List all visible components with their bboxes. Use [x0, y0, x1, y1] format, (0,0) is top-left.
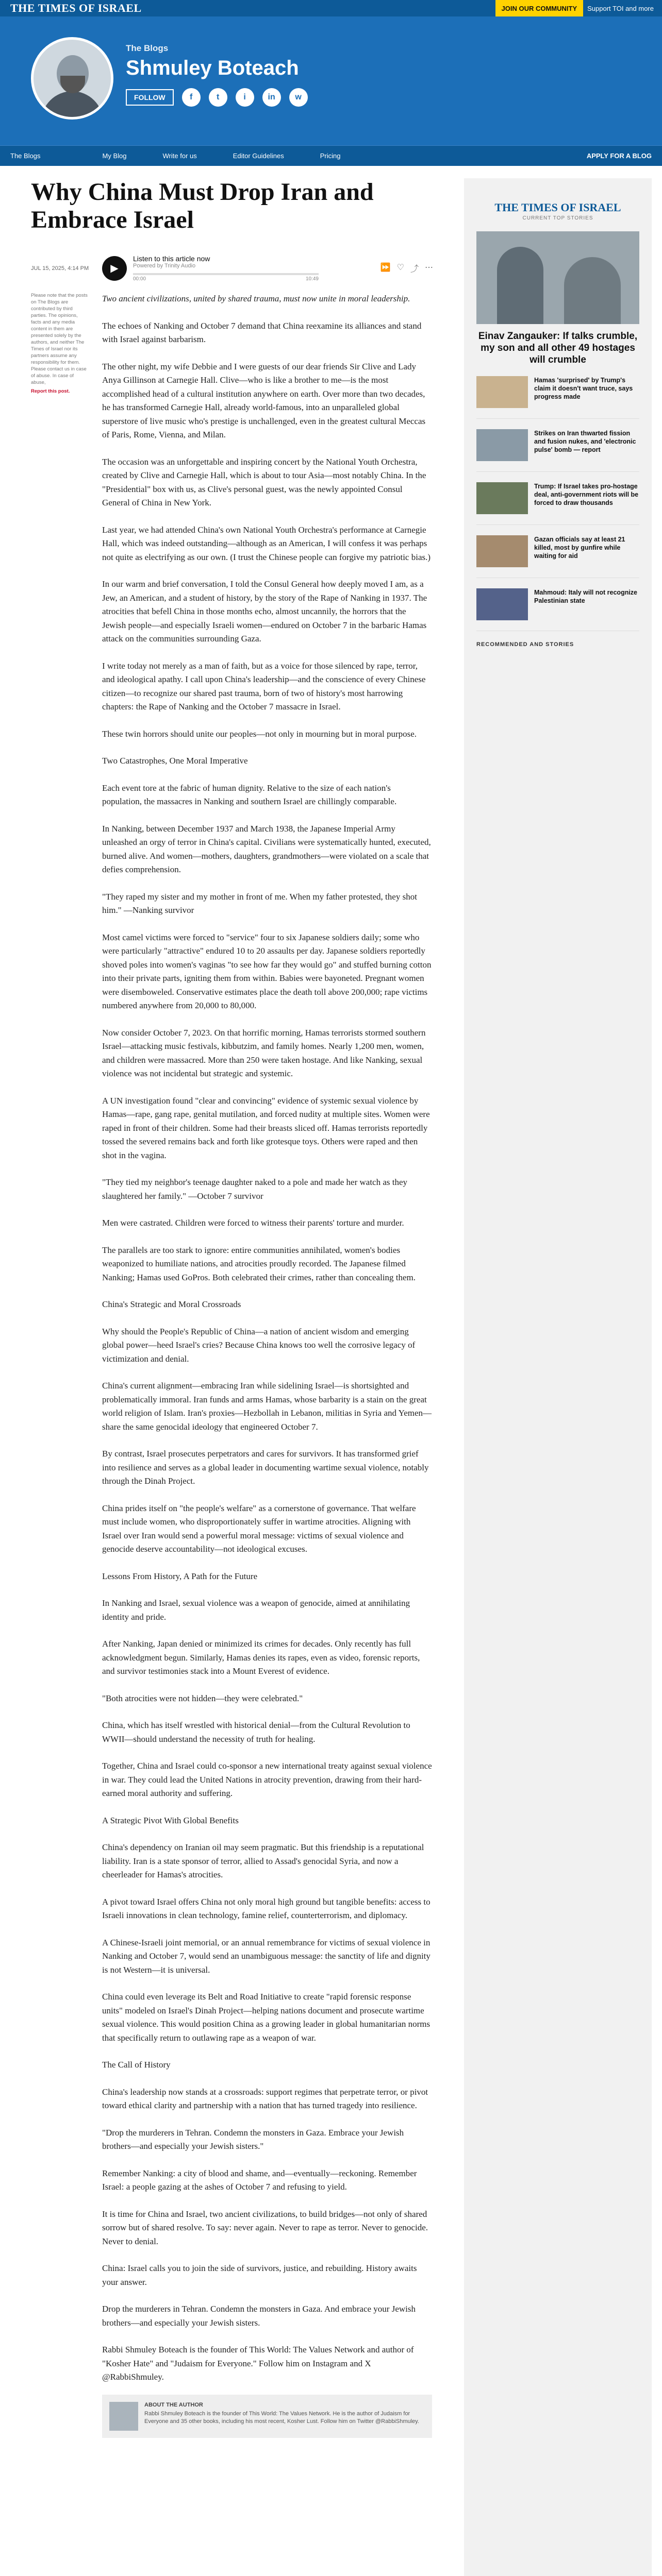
- article-paragraph: China could even leverage its Belt and Road Initiative to create "rapid forensic response units" modeled on Israel's Dinah Project—helping nations document and prosecute wartime sexual violence. This would position China as a growing leader in global humanitarian norms that specifically return to outlawing rape as a weapon of war.: [102, 1992, 431, 2043]
- audio-times: [133, 276, 319, 282]
- article-paragraph: A Chinese-Israeli joint memorial, or an annual remembrance for victims of sexual violence in Nanking and October 7, would send an unambiguous message: the sanctity of life and dignity is not Western—it is universal.: [102, 1937, 431, 1975]
- sidebar-story-item[interactable]: [476, 376, 639, 408]
- article-paragraph: Why should the People's Republic of China—a nation of ancient wisdom and emerging global power—heed Israel's cries? Because China knows too well the corrosive legacy of victimization and denial.: [102, 1326, 416, 1364]
- sidebar-divider: [476, 418, 639, 419]
- speed-icon[interactable]: ⏩: [380, 263, 391, 272]
- article-paragraph: Most camel victims were forced to "service" four to six Japanese soldiers daily; some who were particularly "attractive" endured 10 to 20 assaults per day. Japanese soldiers reportedly shoved poles into women's vaginas "to see how far they would go" and stuffed burning cotton into their private parts, igniting them from within. Babies were bayoneted. Pregnant women were disemboweled. Conservative estimates place the death toll above 200,000; rape victims numbered anywhere from 20,000 to 80,000.: [102, 932, 432, 1010]
- nav-pricing[interactable]: Pricing: [320, 152, 341, 160]
- article-column: [31, 178, 433, 2438]
- sidebar-story-thumbnail[interactable]: [476, 429, 528, 461]
- top-bar: [0, 0, 662, 16]
- article-paragraph: Last year, we had attended China's own National Youth Orchestra's performance at Carnegie Hall, which was indeed outstanding—although as an American, I will confess it was perhaps not quite as electrifying as our own. (I trust the Chinese people can forgive my patriotic bias.): [102, 524, 431, 562]
- article-paragraph: The occasion was an unforgettable and inspiring concert by the National Youth Orchestra, created by Clive and Carnegie Hall, which is about to tour Asia—most notably China. In the "Presidential" box with us, as Clive's personal guest, was the newly appointed Consul General of China in New York.: [102, 456, 426, 507]
- article-paragraph: "They raped my sister and my mother in front of me. When my father protested, they shot him." —Nanking survivor: [102, 891, 417, 915]
- instagram-icon[interactable]: i: [236, 88, 254, 107]
- audio-info: [133, 255, 372, 282]
- article-paragraph: In Nanking, between December 1937 and March 1938, the Japanese Imperial Army unleashed an orgy of terror in China's capital. Civilians were systematically hunted, executed, burned alive. And women—mothers, daughters, grandmothers—were violated on a scale that defies comprehension.: [102, 823, 431, 874]
- article-paragraph: In our warm and brief conversation, I told the Consul General how deeply moved I am, as a Jew, an American, and a student of history, by the story of the Rape of Nanking in 1937. The atrocities that befell China in those months echo, almost uncannily, the horrors that the Jewish people—and especially Israeli women—endured on October 7 in the barbaric Hamas attack on the communities surrounding Gaza.: [102, 579, 427, 643]
- sidebar-story-title[interactable]: Trump: If Israel takes pro-hostage deal, anti-government riots will be forced to draw thousands: [534, 483, 639, 506]
- article-paragraph: "Drop the murderers in Tehran. Condemn the monsters in Gaza. Embrace your Jewish brothers—and especially your Jewish sisters.": [102, 2127, 404, 2151]
- facebook-icon[interactable]: f: [182, 88, 201, 107]
- article-content: [31, 292, 433, 2398]
- sidebar-story-title[interactable]: Hamas 'surprised' by Trump's claim it doesn't want truce, says progress made: [534, 377, 633, 400]
- article-paragraph: Together, China and Israel could co-sponsor a new international treaty against sexual violence in war. They could lead the United Nations in atrocity prevention, drawing from their hard-earned moral authority and suffering.: [102, 1761, 432, 1798]
- sidebar-inner: [464, 178, 652, 658]
- share-icon[interactable]: ⤴: [410, 265, 419, 274]
- more-icon[interactable]: ⋯: [425, 263, 433, 272]
- sidebar-story-item[interactable]: [476, 482, 639, 514]
- article-paragraph: A pivot toward Israel offers China not only moral high ground but tangible benefits: access to Israeli innovations in clean technology, famine relief, counterterrorism, and diplomacy.: [102, 1896, 431, 1920]
- sidebar-story-item[interactable]: [476, 429, 639, 461]
- section-heading: A Strategic Pivot With Global Benefits: [102, 1815, 239, 1825]
- sidebar-story-title[interactable]: Strikes on Iran thwarted fission and fusion nukes, and 'electronic pulse' bomb — report: [534, 430, 636, 453]
- article-paragraph: It is time for China and Israel, two ancient civilizations, to build bridges—not only of shared sorrow but of shared resolve. To say: never again. Never to rape as terror. Never to genocide. Never to denial.: [102, 2209, 428, 2246]
- author-avatar: [31, 37, 113, 120]
- sidebar-story-thumbnail[interactable]: [476, 588, 528, 620]
- section-heading: The Call of History: [102, 2060, 171, 2070]
- like-icon[interactable]: ♡: [396, 263, 404, 272]
- nav-the-blogs[interactable]: The Blogs: [10, 152, 41, 160]
- article-title: Why China Must Drop Iran and Embrace Israel: [31, 178, 374, 233]
- sidebar: [464, 178, 652, 2576]
- article-paragraph: China, which has itself wrestled with historical denial—from the Cultural Revolution to WWII—should understand the necessity of truth for healing.: [102, 1720, 410, 1744]
- article-paragraph: I write today not merely as a man of faith, but as a voice for those silenced by rape, terror, and ideological apathy. I call upon China's leadership—and the conscience of every Chinese citizen—to recognize our shared past trauma, born of two of history's most harrowing chapters: the Rape of Nanking and the October 7 massacre in Israel.: [102, 660, 426, 711]
- article-paragraph: The parallels are too stark to ignore: entire communities annihilated, women's bodies weaponized to humiliate nations, and atrocities proudly recorded. The Japanese filmed Nanking; Hamas used GoPros. Both celebrated their crimes, rather than concealing them.: [102, 1245, 416, 1282]
- website-icon[interactable]: w: [289, 88, 308, 107]
- play-icon[interactable]: ▶: [102, 256, 127, 281]
- audio-title: Listen to this article now: [133, 255, 210, 263]
- disclaimer-text: Please note that the posts on The Blogs are contributed by third parties. The opinions, facts and any media content in them are presented solely by the authors, and neither The Times of Israel nor its partners assume any responsibility for them. Please contact us in case of abuse. In case of abuse,: [31, 293, 88, 385]
- nav-my-blog[interactable]: My Blog: [102, 152, 127, 160]
- article-paragraph: After Nanking, Japan denied or minimized its crimes for decades. Only recently has full acknowledgment begun. Similarly, Hamas denies its rapes, even as video, forensic reports, and survivor testimonies stack into a Mount Everest of evidence.: [102, 1639, 420, 1676]
- article-paragraph: These twin horrors should unite our peoples—not only in mourning but in moral purpose.: [102, 728, 417, 739]
- header-actions: [126, 88, 308, 107]
- sidebar-divider: [476, 524, 639, 525]
- apply-for-blog-link[interactable]: APPLY FOR A BLOG: [586, 152, 652, 160]
- article-paragraph: The other night, my wife Debbie and I were guests of our dear friends Sir Clive and Lady Anya Gillinson at Carnegie Hall. Clive—who is like a brother to me—is the most accomplished head of a cultural institution anywhere on earth. Over more than two decades, he has transformed Carnegie Hall, already world-famous, into an unparalleled global superstore of live music who's prestige is unchallenged, even in the greatest cultural Meccas of Paris, Rome, Vienna, and Milan.: [102, 361, 426, 439]
- disclaimer: [31, 292, 93, 2398]
- sidebar-story-thumbnail[interactable]: [476, 482, 528, 514]
- twitter-icon[interactable]: t: [209, 88, 227, 107]
- sidebar-story-list: [476, 376, 639, 631]
- article-paragraph: China: Israel calls you to join the side of survivors, justice, and rebuilding. History awaits your answer.: [102, 2263, 417, 2287]
- article-paragraph: Rabbi Shmuley Boteach is the founder of This World: The Values Network and author of "Kosher Hate" and "Judaism for Everyone." Follow him on Instagram and X @RabbiShmuley.: [102, 2345, 414, 2382]
- sidebar-recommended-title: RECOMMENDED AND STORIES: [476, 641, 574, 648]
- article-paragraph: Drop the murderers in Tehran. Condemn the monsters in Gaza. And embrace your Jewish brothers—and especially your Jewish sisters.: [102, 2304, 416, 2328]
- sidebar-story-item[interactable]: [476, 535, 639, 567]
- sidebar-divider: [476, 471, 639, 472]
- article-paragraph: The echoes of Nanking and October 7 demand that China reexamine its alliances and stand with Israel against barbarism.: [102, 320, 422, 344]
- article-meta: [31, 255, 433, 282]
- article-paragraph: "They tied my neighbor's teenage daughter naked to a pole and made her watch as they slaughtered her family." —October 7 survivor: [102, 1177, 408, 1201]
- section-heading: China's Strategic and Moral Crossroads: [102, 1299, 241, 1309]
- article-paragraph: "Both atrocities were not hidden—they were celebrated.": [102, 1693, 303, 1703]
- article-paragraph: A UN investigation found "clear and convincing" evidence of systemic sexual violence by Hamas—rape, gang rape, genital mutilation, and forced nudity at multiple sites. Women were raped in front of their children. Some had their breasts sliced off. Hamas terrorists reportedly tossed the severed remains back and forth like grotesque toys. Others were raped and then shot in the vagina.: [102, 1095, 430, 1160]
- blog-header-text: [126, 37, 308, 107]
- section-heading: Lessons From History, A Path for the Future: [102, 1571, 258, 1581]
- article-paragraph: Men were castrated. Children were forced to witness their parents' torture and murder.: [102, 1218, 404, 1228]
- blogs-label[interactable]: The Blogs: [126, 43, 169, 53]
- report-post-link[interactable]: Report this post.: [31, 388, 70, 394]
- article-paragraph: Now consider October 7, 2023. On that horrific morning, Hamas terrorists stormed southern Israel—attacking music festivals, kibbutzim, and family homes. Nearly 1,200 men, women, and children were massacred. More than 250 were taken hostage. And like Nanking, sexual violence was not incidental but strategic and systemic.: [102, 1027, 426, 1078]
- audio-progress-bar[interactable]: [133, 273, 319, 275]
- author-bio: Rabbi Shmuley Boteach is the founder of This World: The Values Network. He is the author of Judaism for Everyone and 35 other books, including his most recent, Kosher Lust. Follow him on Twitter @RabbiShmuley.: [144, 2410, 419, 2425]
- follow-button[interactable]: FOLLOW: [126, 89, 174, 106]
- support-link[interactable]: Support TOI and more: [587, 4, 654, 12]
- article-paragraph: In Nanking and Israel, sexual violence was a weapon of genocide, aimed at annihilating identity and pride.: [102, 1598, 410, 1622]
- sidebar-hero-image[interactable]: [476, 231, 639, 324]
- audio-start-time: 00:00: [133, 276, 146, 282]
- audio-player: [102, 255, 433, 282]
- sidebar-story-title[interactable]: Mahmoud: Italy will not recognize Palestinian state: [534, 589, 638, 604]
- audio-powered-by: Powered by Trinity Audio: [133, 263, 196, 269]
- article-paragraph: China's current alignment—embracing Iran while sidelining Israel—is shortsighted and problematically immoral. Iran funds and arms Hamas, whose barbarity is a stain on the great world religion of Islam. Iran's proxies—Hezbollah in Lebanon, militias in Syria and Yemen—share the same genocidal ideology that engineered October 7.: [102, 1381, 432, 1432]
- sidebar-logo[interactable]: THE TIMES OF ISRAEL: [494, 201, 621, 214]
- sidebar-story-item[interactable]: [476, 588, 639, 620]
- blogger-name: Shmuley Boteach: [126, 57, 299, 79]
- blog-header: [0, 16, 662, 145]
- author-about-label: ABOUT THE AUTHOR: [144, 2401, 203, 2408]
- sidebar-story-title[interactable]: Gazan officials say at least 21 killed, most by gunfire while waiting for aid: [534, 536, 625, 560]
- article-paragraph: Each event tore at the fabric of human dignity. Relative to the size of each nation's population, the massacres in Nanking and southern Israel are chillingly comparable.: [102, 783, 397, 806]
- sidebar-story-thumbnail[interactable]: [476, 376, 528, 408]
- article-date: JUL 15, 2025, 4:14 PM: [31, 265, 89, 272]
- site-logo[interactable]: THE TIMES OF ISRAEL: [10, 2, 142, 14]
- join-community-button[interactable]: JOIN OUR COMMUNITY: [495, 0, 584, 16]
- nav-write-for-us[interactable]: Write for us: [162, 152, 197, 160]
- linkedin-icon[interactable]: in: [262, 88, 281, 107]
- share-icons: [380, 262, 433, 274]
- author-thumbnail: [109, 2402, 138, 2431]
- section-heading: Two Catastrophes, One Moral Imperative: [102, 756, 248, 766]
- topbar-right: [495, 0, 654, 16]
- blog-header-inner: [31, 37, 308, 120]
- article-paragraph: By contrast, Israel prosecutes perpetrators and cares for survivors. It has transformed grief into resilience and serves as a global leader in documenting wartime sexual violence, notably through the Dinah Project.: [102, 1449, 429, 1486]
- author-box: [102, 2395, 432, 2438]
- author-box-text: [144, 2402, 425, 2431]
- main-area: [0, 166, 662, 2576]
- sidebar-story-thumbnail[interactable]: [476, 535, 528, 567]
- sidebar-hero-title[interactable]: Einav Zangauker: If talks crumble, my son and all other 49 hostages will crumble: [478, 331, 638, 365]
- nav-editor-guidelines[interactable]: Editor Guidelines: [233, 152, 284, 160]
- audio-end-time: 10:49: [305, 276, 319, 282]
- article-paragraph: China's leadership now stands at a crossroads: support regimes that perpetrate terror, or pivot toward ethical clarity and partnership with a nation that has turned tragedy into resilience.: [102, 2087, 428, 2110]
- article-body: [102, 292, 432, 2398]
- sidebar-subtitle: CURRENT TOP STORIES: [522, 215, 593, 221]
- article-paragraph: Remember Nanking: a city of blood and shame, and—eventually—reckoning. Remember Israel: a people gazing at the ashes of October 7 and refusing to yield.: [102, 2168, 417, 2192]
- article-lead: Two ancient civilizations, united by shared trauma, must now unite in moral leadership.: [102, 294, 410, 303]
- blog-nav: [0, 145, 662, 166]
- article-paragraph: China's dependency on Iranian oil may seem pragmatic. But this friendship is a reputational liability. Iran is a state sponsor of terror, allied to Assad's genocidal Syria, and now a cheerleader for Hamas's atrocities.: [102, 1842, 424, 1879]
- article-paragraph: China prides itself on "the people's welfare" as a cornerstone of governance. That welfare must include women, who disproportionately suffer in wartime atrocities. Aligning with Israel over Iran would send a powerful moral message: victims of sexual violence and genocide deserve accountability—not ideological excuses.: [102, 1503, 416, 1554]
